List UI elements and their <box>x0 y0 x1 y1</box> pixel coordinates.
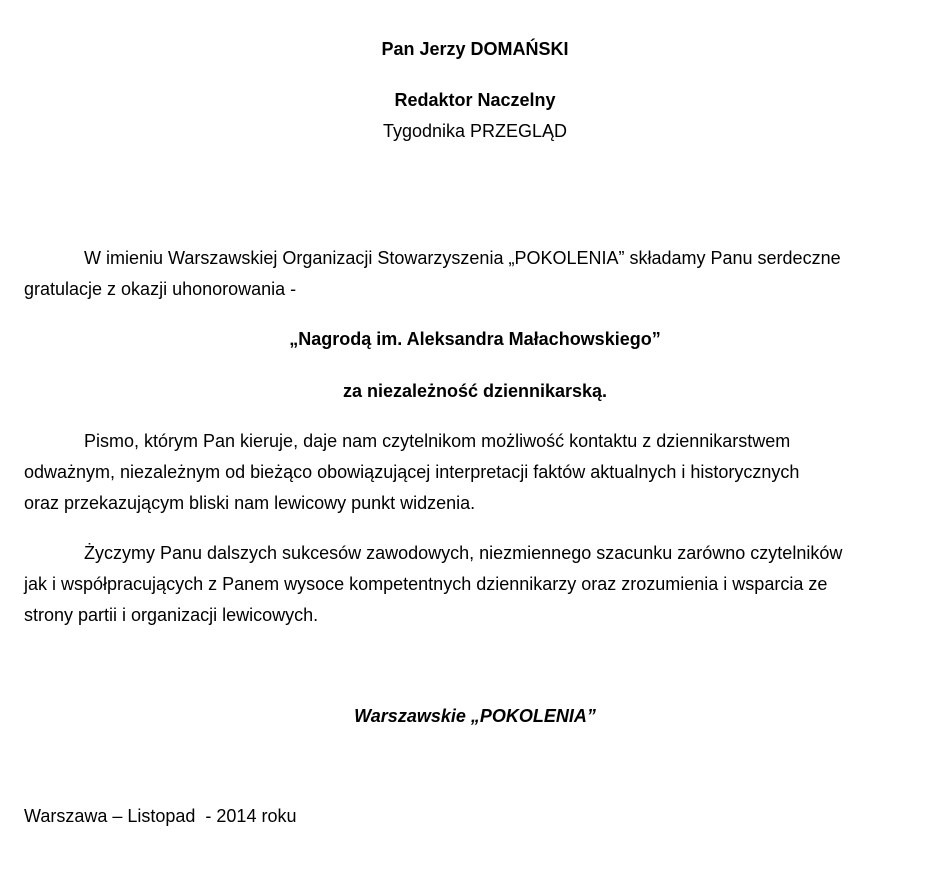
place-date: Warszawa – Listopad - 2014 roku <box>24 806 297 826</box>
paragraph-line: jak i współpracujących z Panem wysoce kompetentnych dziennikarzy oraz zrozumienia i wsparcia ze <box>24 574 828 594</box>
paragraph-congratulations <box>24 243 912 305</box>
recipient-role: Redaktor Naczelny <box>394 90 556 110</box>
paragraph-line: Życzymy Panu dalszych sukcesów zawodowych, niezmiennego szacunku zarówno czytelników <box>84 543 843 563</box>
award-name: „Nagrodą im. Aleksandra Małachowskiego” <box>289 329 661 349</box>
recipient-publication: Tygodnika PRZEGLĄD <box>382 121 568 141</box>
paragraph-wishes <box>24 538 912 631</box>
paragraph-publication <box>24 426 912 519</box>
award-reason: za niezależność dziennikarską. <box>342 381 608 401</box>
paragraph-line: gratulacje z okazji uhonorowania - <box>24 279 297 299</box>
paragraph-line: W imieniu Warszawskiej Organizacji Stowarzyszenia „POKOLENIA” składamy Panu serdeczne <box>84 248 841 268</box>
paragraph-line: Pismo, którym Pan kieruje, daje nam czytelnikom możliwość kontaktu z dziennikarstwem <box>84 431 791 451</box>
signature: Warszawskie „POKOLENIA” <box>354 706 596 726</box>
paragraph-line: strony partii i organizacji lewicowych. <box>24 605 319 625</box>
recipient-name: Pan Jerzy DOMAŃSKI <box>381 39 569 59</box>
paragraph-line: odważnym, niezależnym od bieżąco obowiązującej interpretacji faktów aktualnych i historycznych <box>24 462 800 482</box>
paragraph-line: oraz przekazującym bliski nam lewicowy punkt widzenia. <box>24 493 476 513</box>
